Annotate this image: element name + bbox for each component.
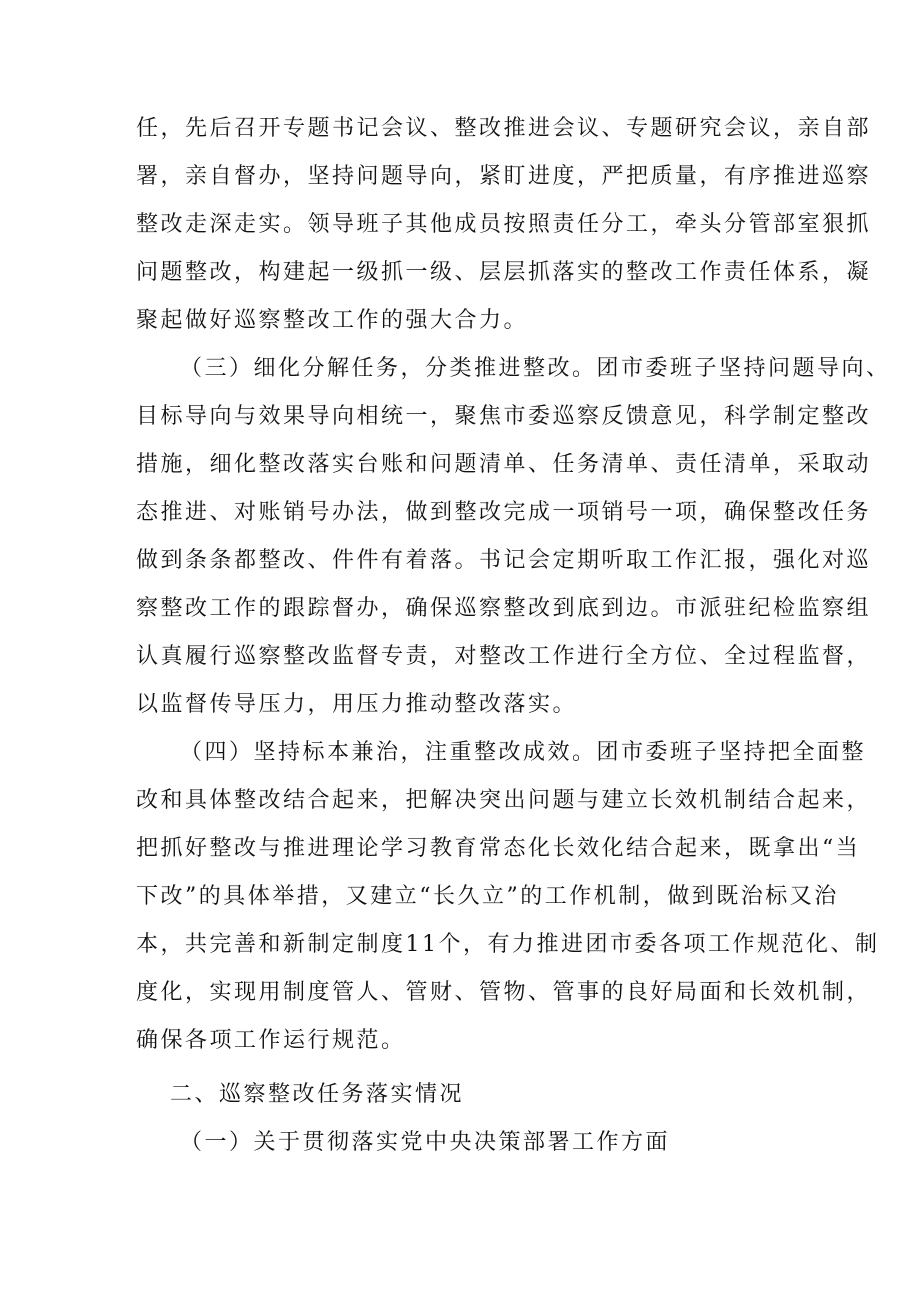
- text-line: 态推进、对账销号办法，做到整改完成一项销号一项，确保整改任务: [136, 500, 872, 525]
- text-line: 问题整改，构建起一级抓一级、层层抓落实的整改工作责任体系，凝: [136, 260, 872, 285]
- text-line: 署，亲自督办，坚持问题导向，紧盯进度，严把质量，有序推进巡察: [136, 164, 872, 189]
- section-four-first-line: （四）坚持标本兼治，注重整改成效。团市委班子坚持把全面整: [180, 740, 867, 765]
- text-line: 本，共完善和新制定制度11个，有力推进团市委各项工作规范化、制: [136, 932, 880, 957]
- text-line: 聚起做好巡察整改工作的强大合力。: [136, 308, 529, 333]
- text-line: 确保各项工作运行规范。: [136, 1028, 406, 1053]
- text-line: 整改走深走实。领导班子其他成员按照责任分工，牵头分管部室狠抓: [136, 212, 872, 237]
- text-line: 任，先后召开专题书记会议、整改推进会议、专题研究会议，亲自部: [136, 116, 872, 141]
- text-line: 以监督传导压力，用压力推动整改落实。: [136, 692, 578, 717]
- text-line: 改和具体整改结合起来，把解决突出问题与建立长效机制结合起来，: [136, 788, 872, 813]
- text-line: 下改”的具体举措，又建立“长久立”的工作机制，做到既治标又治: [136, 884, 839, 909]
- section-heading: 二、巡察整改任务落实情况: [170, 1082, 465, 1107]
- text-line: 认真履行巡察整改监督专责，对整改工作进行全方位、全过程监督，: [136, 644, 872, 669]
- text-line: 把抓好整改与推进理论学习教育常态化长效化结合起来，既拿出“当: [136, 836, 861, 861]
- text-line: 做到条条都整改、件件有着落。书记会定期听取工作汇报，强化对巡: [136, 548, 872, 573]
- text-line: 目标导向与效果导向相统一，聚焦市委巡察反馈意见，科学制定整改: [136, 404, 872, 429]
- text-line: 措施，细化整改落实台账和问题清单、任务清单、责任清单，采取动: [136, 452, 872, 477]
- text-line: 度化，实现用制度管人、管财、管物、管事的良好局面和长效机制，: [136, 980, 872, 1005]
- section-three-first-line: （三）细化分解任务，分类推进整改。团市委班子坚持问题导向、: [180, 356, 891, 381]
- subsection-heading: （一）关于贯彻落实党中央决策部署工作方面: [180, 1130, 671, 1155]
- text-line: 察整改工作的跟踪督办，确保巡察整改到底到边。市派驻纪检监察组: [136, 596, 872, 621]
